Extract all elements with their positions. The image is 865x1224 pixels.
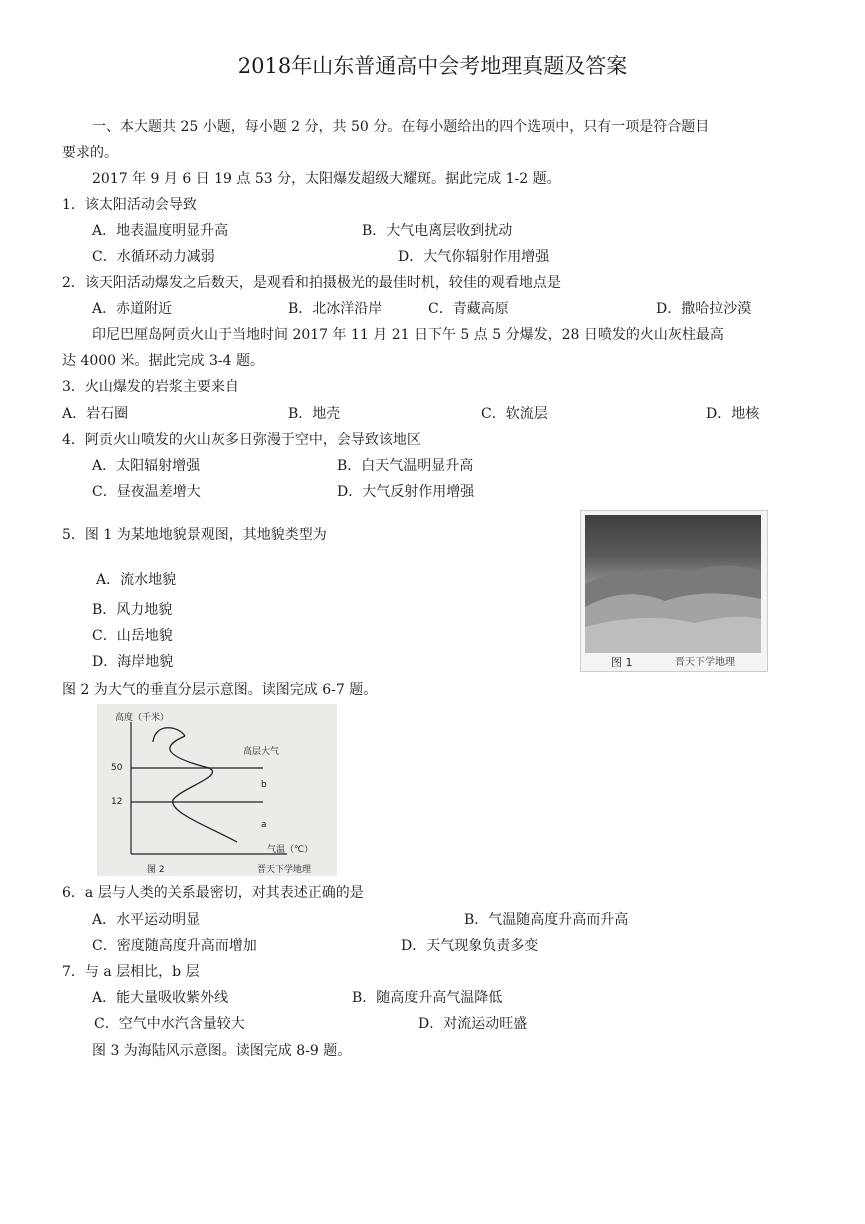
q5-stem: 5．图 1 为某地地貌景观图，其地貌类型为 — [62, 527, 327, 543]
figure-1-caption: 图 1 — [611, 656, 633, 669]
q4-option-d: D．大气反射作用增强 — [337, 484, 475, 500]
q1-option-a: A．地表温度明显升高 — [92, 223, 229, 239]
layer-label-b: b — [261, 780, 267, 790]
q1-option-d: D．大气你辐射作用增强 — [398, 249, 550, 265]
q3-option-c: C．软流层 — [481, 406, 548, 422]
context-2-line-1: 印尼巴厘岛阿贡火山于当地时间 2017 年 11 月 21 日下午 5 点 5 分爆发，28 日喷发的火山灰柱最高 — [92, 327, 724, 343]
q2-stem: 2．该天阳活动爆发之后数天，是观看和拍摄极光的最佳时机，较佳的观看地点是 — [62, 275, 561, 291]
context-3: 图 2 为大气的垂直分层示意图。读图完成 6-7 题。 — [62, 682, 378, 698]
q6-option-a: A．水平运动明显 — [92, 912, 201, 928]
figure-1-watermark: 晋天下学地理 — [675, 657, 735, 668]
q3-option-b: B．地壳 — [288, 406, 341, 422]
layer-label-upper: 高层大气 — [243, 747, 280, 757]
x-axis-title: 气温（℃） — [267, 845, 314, 855]
q2-option-b: B．北冰洋沿岸 — [288, 301, 383, 317]
q7-stem: 7．与 a 层相比，b 层 — [62, 964, 200, 980]
intro-line-2: 要求的。 — [62, 145, 118, 161]
figure-2-watermark: 晋天下学地理 — [257, 865, 312, 875]
context-2-line-2: 达 4000 米。据此完成 3-4 题。 — [62, 353, 264, 369]
figure-1-landform-photo — [580, 510, 768, 672]
tick-50: 50 — [111, 763, 123, 773]
q7-option-d: D．对流运动旺盛 — [418, 1016, 528, 1032]
tick-12: 12 — [111, 797, 123, 807]
desert-dune-image — [585, 515, 761, 653]
q1-stem: 1．该太阳活动会导致 — [62, 197, 197, 213]
context-1: 2017 年 9 月 6 日 19 点 53 分，太阳爆发超级大耀斑。据此完成 1-2 题。 — [92, 171, 561, 187]
q1-option-c: C．水循环动力减弱 — [92, 249, 215, 265]
temperature-curve — [153, 728, 237, 842]
q7-option-c: C．空气中水汽含量较大 — [94, 1016, 245, 1032]
q6-option-b: B．气温随高度升高而升高 — [464, 912, 629, 928]
q3-option-a: A．岩石圈 — [62, 406, 129, 422]
q5-option-d: D．海岸地貌 — [92, 654, 174, 670]
q6-option-c: C．密度随高度升高而增加 — [92, 938, 257, 954]
q4-option-c: C．昼夜温差增大 — [92, 484, 201, 500]
q5-option-b: B．风力地貌 — [92, 602, 173, 618]
q5-option-a: A．流水地貌 — [96, 572, 177, 588]
q4-stem: 4．阿贡火山喷发的火山灰多日弥漫于空中，会导致该地区 — [62, 432, 421, 448]
intro-line-1: 一、本大题共 25 小题，每小题 2 分，共 50 分。在每小题给出的四个选项中，只有一项是符合题目 — [92, 119, 710, 135]
q7-option-b: B．随高度升高气温降低 — [352, 990, 503, 1006]
q5-option-c: C．山岳地貌 — [92, 628, 173, 644]
q7-option-a: A．能大量吸收紫外线 — [92, 990, 229, 1006]
q4-option-a: A．太阳辐射增强 — [92, 458, 201, 474]
q3-stem: 3．火山爆发的岩浆主要来自 — [62, 379, 239, 395]
y-axis-title: 高度（千米） — [115, 713, 170, 723]
q2-option-d: D．撒哈拉沙漠 — [656, 301, 752, 317]
q4-option-b: B．白天气温明显升高 — [337, 458, 474, 474]
q2-option-c: C．青藏高原 — [428, 301, 509, 317]
q6-stem: 6．a 层与人类的关系最密切，对其表述正确的是 — [62, 885, 364, 901]
layer-label-a: a — [261, 820, 267, 830]
q6-option-d: D．天气现象负责多变 — [401, 938, 539, 954]
page-title: 2018年山东普通高中会考地理真题及答案 — [237, 54, 628, 78]
q3-option-d: D．地核 — [706, 406, 760, 422]
q1-option-b: B．大气电离层收到扰动 — [362, 223, 513, 239]
q2-option-a: A．赤道附近 — [92, 301, 173, 317]
figure-2-caption: 图 2 — [147, 865, 165, 875]
figure-2-atmosphere-diagram — [97, 704, 337, 876]
context-4: 图 3 为海陆风示意图。读图完成 8-9 题。 — [92, 1043, 352, 1059]
